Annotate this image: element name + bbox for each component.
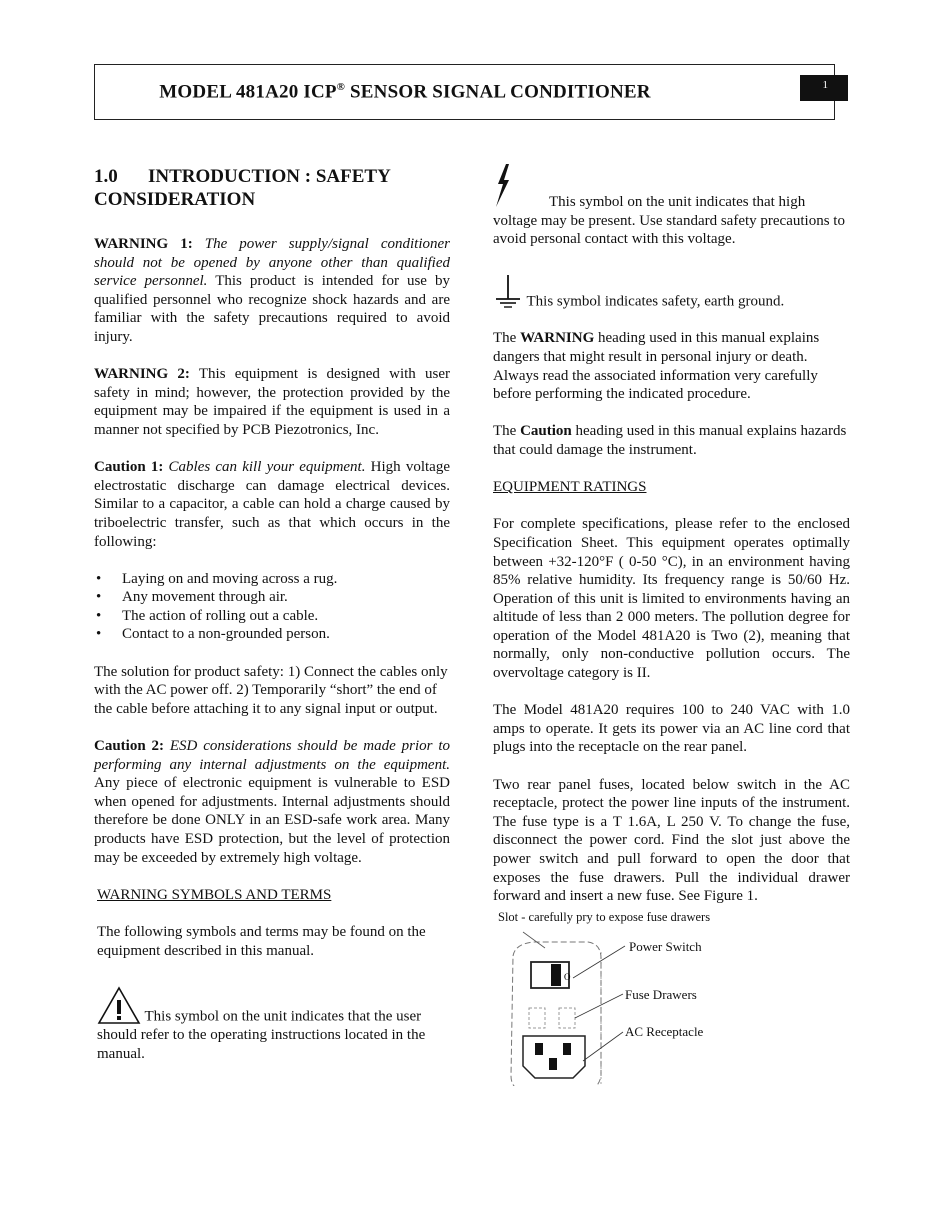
caution-1-italic: Cables can kill your equipment. bbox=[168, 459, 366, 476]
title-rest: SENSOR SIGNAL CONDITIONER bbox=[345, 81, 651, 103]
warning-term: WARNING bbox=[520, 330, 595, 347]
attention-symbol-block bbox=[94, 986, 450, 1063]
high-voltage-text-1: This symbol on the unit indicates that high bbox=[549, 194, 806, 210]
warning-term-prefix: The bbox=[493, 330, 521, 347]
figure-caption: Slot - carefully pry to expose fuse drawers bbox=[498, 909, 711, 924]
title-main: MODEL 481A20 ICP bbox=[159, 81, 337, 103]
switch-mark: O bbox=[564, 972, 571, 983]
page-number: 1 bbox=[822, 79, 828, 91]
caution-term-prefix: The bbox=[493, 423, 521, 440]
section-title: INTRODUCTION : SAFETY CONSIDERATION bbox=[94, 166, 391, 210]
symbols-intro: The following symbols and terms may be found on the equipment described in this manual. bbox=[97, 923, 426, 959]
warning-1-label: WARNING 1: bbox=[94, 236, 193, 252]
section-number: 1.0 bbox=[94, 166, 118, 187]
section-heading bbox=[94, 165, 450, 211]
fuse-paragraph: Two rear panel fuses, located below switch in the AC receptacle, protect the power line inputs of the instrument. The fuse type is a T 1.6A, L 250 V. To change the fuse, disconnect the power cord. Find the slot just above the power switch and pull forward to open the door that exposes the fuse drawers. Pull the individual drawer forward and insert a new fuse. See Figure 1. bbox=[493, 776, 850, 905]
warning-1-paragraph bbox=[94, 235, 450, 347]
ratings-paragraph: For complete specifications, please refer to the enclosed Specification Sheet. This equipment operates optimally between +32-120°F ( 0-50 °C), in an environment having 85% relative humidity. Its frequency range is 50/60 Hz. Operation of this unit is limited to environments having an altitude of less than 2 000 meters. The pollution degree for operation of the Model 481A20 is Two (2), meaning that normally, only non-conductive pollution occurs. The overvoltage category is II. bbox=[493, 516, 850, 682]
caution-2-paragraph bbox=[94, 737, 450, 867]
warning-1-text: This product is intended for use by qualified personnel who recognize shock hazards and are familiar with the safety precautions required to avoid injury. bbox=[94, 273, 450, 345]
caution-2-label: Caution 2: bbox=[94, 738, 165, 755]
power-switch-label: Power Switch bbox=[629, 939, 702, 955]
static-hazard-list bbox=[94, 570, 450, 644]
solution-paragraph: The solution for product safety: 1) Connect the cables only with the AC power off. 2) Temporarily “short” the end of the cable before attaching it to any signal input or output. bbox=[94, 663, 448, 717]
warning-term-paragraph bbox=[493, 329, 850, 403]
right-column bbox=[493, 165, 850, 1086]
document-title bbox=[95, 81, 715, 103]
fuse-drawers-label: Fuse Drawers bbox=[625, 987, 697, 1003]
attention-triangle-icon bbox=[97, 986, 141, 1026]
ac-receptacle-label: AC Receptacle bbox=[625, 1024, 704, 1040]
caution-1-label: Caution 1: bbox=[94, 459, 164, 476]
caution-term-paragraph bbox=[493, 422, 850, 459]
high-voltage-text-2: voltage may be present. Use standard safety precautions to avoid personal contact with this voltage. bbox=[493, 212, 845, 248]
high-voltage-bolt-icon bbox=[495, 164, 511, 208]
list-item: • Laying on and moving across a rug. bbox=[94, 570, 450, 589]
ground-symbol-block bbox=[493, 273, 850, 311]
list-item: • Any movement through air. bbox=[94, 588, 450, 607]
earth-ground-icon bbox=[493, 273, 523, 311]
warning-2-label: WARNING 2: bbox=[94, 366, 190, 383]
caution-1-paragraph bbox=[94, 458, 450, 551]
warning-2-text: This equipment is designed with user safety in mind; however, the protection provided by the equipment may be impaired if the equipment is used in a manner not specified by PCB Piezotronics, Inc. bbox=[94, 366, 451, 438]
warning-symbols-heading: WARNING SYMBOLS AND TERMS bbox=[97, 886, 332, 903]
caution-2-text: Any piece of electronic equipment is vulnerable to ESD when opened for adjustments. Internal adjustments should therefore be done ONLY in an ESD-safe work area. Many products have ESD protection, but the level of protection may be exceeded by extremely high voltage. bbox=[94, 775, 450, 866]
left-column bbox=[94, 165, 450, 1063]
warning-1-italic: The power supply/signal conditioner should not be opened by anyone other than qualified service personnel. bbox=[94, 236, 450, 290]
caution-term: Caution bbox=[520, 423, 572, 440]
warning-term-text: heading used in this manual explains dangers that might result in personal injury or death. Always read the associated information very carefully before performing the indicated procedure. bbox=[493, 330, 820, 403]
equipment-ratings-heading: EQUIPMENT RATINGS bbox=[493, 479, 647, 496]
attention-text: This symbol on the unit indicates that the user should refer to the operating instructions located in the manual. bbox=[97, 1008, 426, 1062]
list-item: • Contact to a non-grounded person. bbox=[94, 625, 450, 644]
page-number-tab bbox=[800, 75, 848, 101]
power-paragraph: The Model 481A20 requires 100 to 240 VAC with 1.0 amps to operate. It gets its power via an AC line cord that plugs into the receptacle on the rear panel. bbox=[493, 702, 850, 756]
registered-mark: ® bbox=[336, 81, 346, 93]
high-voltage-symbol-block bbox=[493, 165, 850, 249]
ground-text: This symbol indicates safety, earth ground. bbox=[526, 293, 785, 310]
fuse-figure bbox=[493, 926, 850, 1086]
caution-2-italic: ESD considerations should be made prior to performing any internal adjustments on the equipment. bbox=[94, 738, 450, 773]
caution-1-text: High voltage electrostatic discharge can damage electrical devices. Similar to a capacitor, a cable can hold a charge caused by triboelectric transfer, such as that which occurs in the following: bbox=[94, 459, 451, 550]
caution-term-text: heading used in this manual explains hazards that could damage the instrument. bbox=[493, 423, 847, 458]
warning-2-paragraph bbox=[94, 365, 450, 439]
list-item: • The action of rolling out a cable. bbox=[94, 607, 450, 626]
page-header bbox=[94, 64, 835, 120]
